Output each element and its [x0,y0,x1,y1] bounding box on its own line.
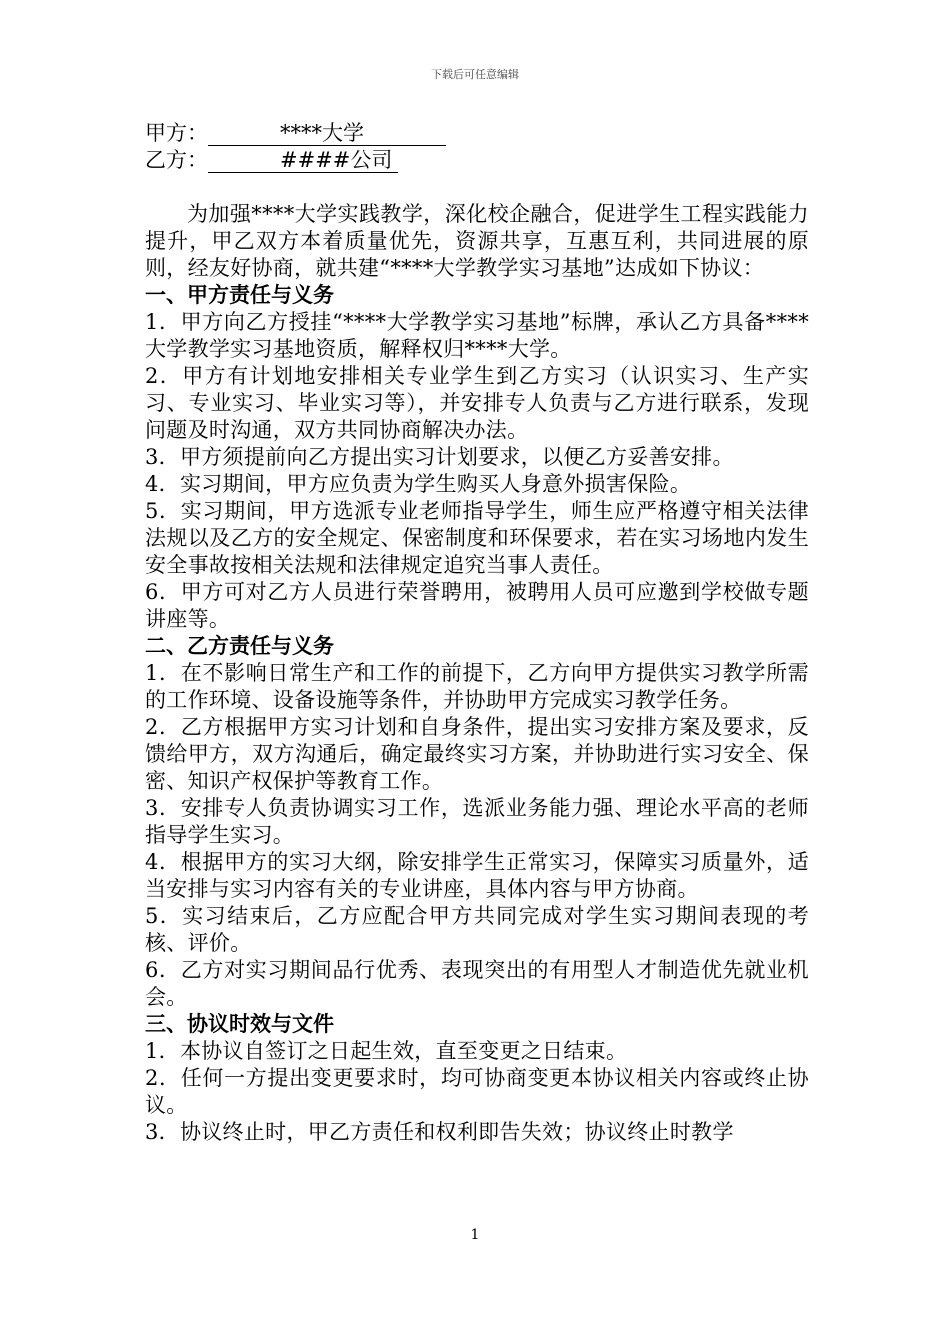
party-a-line [145,120,809,147]
page-number: 1 [470,1227,480,1243]
clause: 3．甲方须提前向乙方提出实习计划要求，以便乙方妥善安排。 [145,445,734,469]
clause: 6．甲方可对乙方人员进行荣誉聘用，被聘用人员可应邀到学校做专题讲座等。 [145,580,809,631]
section-3 [145,1011,809,1146]
clause: 6．乙方对实习期间品行优秀、表现突出的有用型人才制造优先就业机会。 [145,958,809,1009]
party-b-label: 乙方： [145,148,208,172]
party-a-label: 甲方： [145,121,208,145]
clause: 1．甲方向乙方授挂“****大学教学实习基地”标牌，承认乙方具备****大学教学实习基地资质，解释权归****大学。 [145,310,809,361]
section-title: 一、甲方责任与义务 [145,283,334,307]
party-b-value: ####公司 [280,148,393,172]
clause: 3．协议终止时，甲乙方责任和权利即告失效；协议终止时教学 [145,1120,734,1144]
clause: 2．任何一方提出变更要求时，均可协商变更本协议相关内容或终止协议。 [145,1066,809,1117]
clause: 1．在不影响日常生产和工作的前提下，乙方向甲方提供实习教学所需的工作环境、设备设施等条件，并协助甲方完成实习教学任务。 [145,661,809,712]
clause: 5．实习结束后，乙方应配合甲方共同完成对学生实习期间表现的考核、评价。 [145,904,809,955]
clause: 4．根据甲方的实习大纲，除安排学生正常实习，保障实习质量外，适当安排与实习内容有关的专业讲座，具体内容与甲方协商。 [145,850,809,901]
intro-paragraph: 为加强****大学实践教学，深化校企融合，促进学生工程实践能力提升，甲乙双方本着质量优先，资源共享，互惠互利，共同进展的原则，经友好协商，就共建“****大学教学实习基地”达成如下协议： [145,202,809,280]
party-b-line [145,147,809,174]
section-1 [145,282,809,633]
page-header: 下载后可任意编辑 [431,68,519,81]
section-2 [145,633,809,1011]
clause: 2．乙方根据甲方实习计划和自身条件，提出实习安排方案及要求，反馈给甲方，双方沟通后，确定最终实习方案，并协助进行实习安全、保密、知识产权保护等教育工作。 [145,715,809,793]
section-title: 三、协议时效与文件 [145,1012,334,1036]
clause: 3．安排专人负责协调实习工作，选派业务能力强、理论水平高的老师指导学生实习。 [145,796,809,847]
clause: 4．实习期间，甲方应负责为学生购买人身意外损害保险。 [145,472,692,496]
section-title: 二、乙方责任与义务 [145,634,334,658]
party-b-fill [208,148,398,173]
party-a-fill [208,121,446,146]
party-a-value: ****大学 [280,121,364,145]
clause: 2．甲方有计划地安排相关专业学生到乙方实习（认识实习、生产实习、专业实习、毕业实习等），并安排专人负责与乙方进行联系，发现问题及时沟通，双方共同协商解决办法。 [145,364,809,442]
clause: 5．实习期间，甲方选派专业老师指导学生，师生应严格遵守相关法律法规以及乙方的安全规定、保密制度和环保要求，若在实习场地内发生安全事故按相关法规和法律规定追究当事人责任。 [145,499,809,577]
clause: 1．本协议自签订之日起生效，直至变更之日结束。 [145,1039,628,1063]
document-body [145,120,809,1146]
